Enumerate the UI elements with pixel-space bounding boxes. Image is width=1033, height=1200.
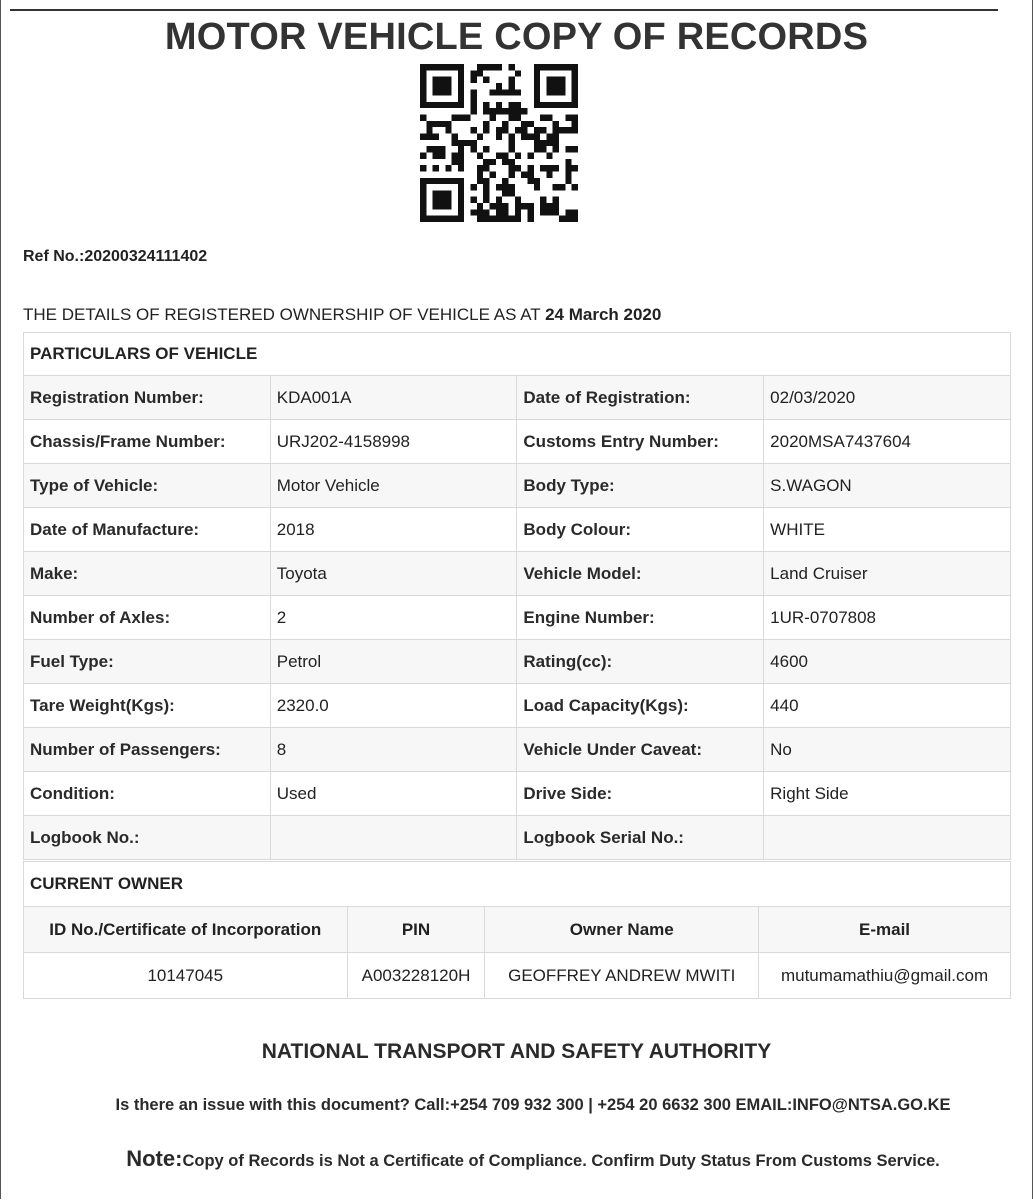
vehicle-value: 2 (270, 596, 517, 640)
vehicle-section-title: PARTICULARS OF VEHICLE (24, 333, 1011, 376)
vehicle-value: 2320.0 (270, 684, 517, 728)
vehicle-value (764, 816, 1011, 860)
vehicle-value: 4600 (764, 640, 1011, 684)
owner-email-value: mutumamathiu@gmail.com (759, 953, 1011, 999)
note-text: Copy of Records is Not a Certificate of Compliance. Confirm Duty Status From Customs Service. (182, 1152, 940, 1170)
vehicle-value: Used (270, 772, 517, 816)
vehicle-value: 8 (270, 728, 517, 772)
vehicle-row (24, 728, 1011, 772)
note-label: Note: (126, 1146, 183, 1171)
vehicle-label: Date of Manufacture: (24, 508, 271, 552)
vehicle-label: Tare Weight(Kgs): (24, 684, 271, 728)
document-title: MOTOR VEHICLE COPY OF RECORDS (164, 16, 869, 58)
authority-name: NATIONAL TRANSPORT AND SAFETY AUTHORITY (261, 1040, 772, 1063)
intro-text: THE DETAILS OF REGISTERED OWNERSHIP OF VEHICLE AS AT (23, 305, 546, 324)
owner-pin-value: A003228120H (347, 953, 485, 999)
vehicle-value: 02/03/2020 (764, 376, 1011, 420)
vehicle-value (270, 816, 517, 860)
vehicle-label: Vehicle Model: (517, 552, 764, 596)
vehicle-label: Number of Axles: (24, 596, 271, 640)
vehicle-value: Petrol (270, 640, 517, 684)
vehicle-label: Type of Vehicle: (24, 464, 271, 508)
vehicle-row (24, 464, 1011, 508)
intro-date: 24 March 2020 (545, 305, 662, 324)
vehicle-label: Vehicle Under Caveat: (517, 728, 764, 772)
top-rule (10, 9, 998, 11)
vehicle-value: No (764, 728, 1011, 772)
reference-number (23, 248, 207, 266)
vehicle-label: Number of Passengers: (24, 728, 271, 772)
vehicle-label: Chassis/Frame Number: (24, 420, 271, 464)
vehicle-label: Make: (24, 552, 271, 596)
owner-id-value: 10147045 (24, 953, 348, 999)
vehicle-label: Drive Side: (517, 772, 764, 816)
vehicle-label: Customs Entry Number: (517, 420, 764, 464)
vehicle-label: Date of Registration: (517, 376, 764, 420)
owner-header-email: E-mail (759, 907, 1011, 953)
ref-value: 20200324111402 (84, 248, 208, 265)
vehicle-label: Fuel Type: (24, 640, 271, 684)
vehicle-value: 2020MSA7437604 (764, 420, 1011, 464)
owner-header-pin: PIN (347, 907, 485, 953)
owner-header-name: Owner Name (485, 907, 759, 953)
vehicle-value: S.WAGON (764, 464, 1011, 508)
owner-section-title: CURRENT OWNER (24, 862, 1011, 907)
vehicle-value: 440 (764, 684, 1011, 728)
vehicle-row (24, 816, 1011, 860)
vehicle-row (24, 596, 1011, 640)
vehicle-value: URJ202-4158998 (270, 420, 517, 464)
vehicle-label: Logbook No.: (24, 816, 271, 860)
owner-header-id: ID No./Certificate of Incorporation (24, 907, 348, 953)
vehicle-value: 1UR-0707808 (764, 596, 1011, 640)
vehicle-label: Logbook Serial No.: (517, 816, 764, 860)
vehicle-value: Land Cruiser (764, 552, 1011, 596)
vehicle-label: Body Colour: (517, 508, 764, 552)
vehicle-value: Toyota (270, 552, 517, 596)
vehicle-label: Engine Number: (517, 596, 764, 640)
qr-code-icon (420, 64, 578, 222)
ref-label: Ref No.: (23, 248, 85, 265)
vehicle-label: Registration Number: (24, 376, 271, 420)
vehicle-row (24, 772, 1011, 816)
vehicle-value: Right Side (764, 772, 1011, 816)
vehicle-label: Load Capacity(Kgs): (517, 684, 764, 728)
vehicle-label: Body Type: (517, 464, 764, 508)
vehicle-row (24, 420, 1011, 464)
ownership-intro (23, 305, 661, 325)
vehicle-label: Rating(cc): (517, 640, 764, 684)
vehicle-label: Condition: (24, 772, 271, 816)
vehicle-row (24, 684, 1011, 728)
vehicle-value: WHITE (764, 508, 1011, 552)
current-owner-table (23, 861, 1011, 999)
vehicle-particulars-table (23, 332, 1011, 860)
vehicle-value: 2018 (270, 508, 517, 552)
vehicle-row (24, 376, 1011, 420)
vehicle-value: Motor Vehicle (270, 464, 517, 508)
vehicle-value: KDA001A (270, 376, 517, 420)
vehicle-row (24, 552, 1011, 596)
compliance-note (0, 1146, 1033, 1172)
vehicle-row (24, 640, 1011, 684)
vehicle-row (24, 508, 1011, 552)
issue-contact-text: Is there an issue with this document? Call:+254 709 932 300 | +254 20 6632 300 EMAIL:INFO@NTSA.GO.KE (115, 1096, 951, 1114)
owner-name-value: GEOFFREY ANDREW MWITI (485, 953, 759, 999)
